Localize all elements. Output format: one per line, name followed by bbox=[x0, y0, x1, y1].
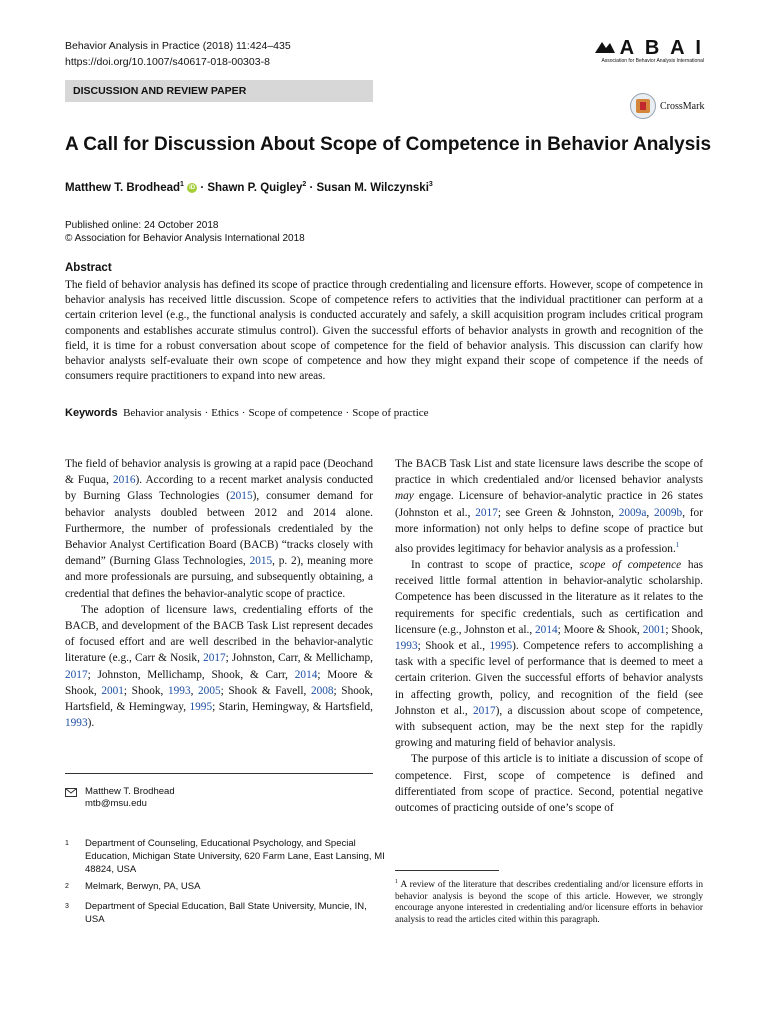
citation-link[interactable]: 2017 bbox=[475, 506, 498, 519]
citation-link[interactable]: 2005 bbox=[198, 684, 221, 697]
affiliation-number: 3 bbox=[65, 903, 69, 910]
author-name[interactable]: Susan M. Wilczynski bbox=[316, 181, 429, 194]
author-name[interactable]: Matthew T. Brodhead bbox=[65, 181, 181, 194]
citation-link[interactable]: 1993 bbox=[168, 684, 191, 697]
crossmark-badge[interactable] bbox=[630, 93, 704, 119]
affiliation bbox=[65, 837, 385, 876]
footnote-text: A review of the literature that describes credentialing and/or licensure efforts in behavior analysis is beyond the scope of this article. However, we strongly encourage anyone interested in credentialing and/or licensure efforts in behavior analysis to read the articles cited within this paragraph. bbox=[395, 880, 703, 925]
abai-letters: A B A I bbox=[619, 37, 704, 59]
body-paragraph: The adoption of licensure laws, credentialing efforts of the BACB, and development of the BACB Task List represent decades of focused effort and are well described in the behavior-analytic literature (e.g., Carr & Nosik, 2017; Johnston, Carr, & Mellichamp, 2017; Johnston, Mellichamp, Shook, & Carr, 2014; Moore & Shook, 2001; Shook, 1993, 2005; Shook & Favell, 2008; Shook, Hartsfield, & Hemingway, 1995; Starin, Hemingway, & Hartsfield, 1993). bbox=[65, 603, 374, 730]
affiliation-text: Melmark, Berwyn, PA, USA bbox=[85, 881, 201, 892]
keyword-separator: · bbox=[345, 407, 350, 419]
body-paragraph: In contrast to scope of practice, scope of competence has received little formal attention in behavior-analytic scholarship. Competence has been discussed in the literature as it relates to the requirements for specific credentials, such as certification and licensure (e.g., Johnston et al., 2014; Moore & Shook, 2001; Shook, 1993; Shook et al., 1995). Competence refers to accomplishing a task with a specific level of performance that is deemed to meet a certain criterion. Given the successful efforts of behavior analysts in affecting growth, policy, and recognition of the field (see Johnston et al., 2017), a discussion about scope of competence, with subsequent action, may be the next step for the rapidly growing and maturing field of behavior analysis. bbox=[395, 558, 704, 750]
affiliation bbox=[65, 880, 385, 893]
body-paragraph: The field of behavior analysis is growing at a rapid pace (Deochand & Fuqua, 2016). According to a recent market analysis conducted by Burning Glass Technologies (2015), consumer demand for behavior analysts doubled between 2012 and 2014 alone. Furthermore, the number of professionals credentialed by the Behavior Analyst Certification Board (BACB) “tracks closely with demand” (Burning Glass Technologies, 2015, p. 2), meaning more and more professionals are pursuing, and subsequently obtaining, a credential that defines the behavior-analytic scope of practice. bbox=[65, 458, 373, 600]
author-name[interactable]: Shawn P. Quigley bbox=[207, 181, 303, 194]
article-title: A Call for Discussion About Scope of Competence in Behavior Analysis bbox=[65, 134, 712, 155]
affiliation-text: Department of Counseling, Educational Psychology, and Special Education, Michigan State University, 620 Farm Lane, East Lansing, MI 48824, USA bbox=[85, 838, 385, 875]
citation-link[interactable]: 2014 bbox=[294, 668, 318, 681]
publication-info bbox=[65, 219, 305, 245]
keyword-separator: · bbox=[204, 407, 209, 419]
citation-link[interactable]: 1995 bbox=[189, 701, 213, 714]
body-paragraph: The purpose of this article is to initiate a discussion of scope of competence. First, scope of competence is defined and differentiated from scope of practice. Second, potential negative outcomes of practicing outside of one’s scope of bbox=[395, 753, 703, 815]
citation-link[interactable]: 2014 bbox=[535, 623, 558, 636]
published-date: Published online: 24 October 2018 bbox=[65, 220, 219, 231]
author-affiliation-mark: 3 bbox=[428, 181, 433, 188]
keywords-row bbox=[65, 406, 429, 421]
citation-link[interactable]: 2009b bbox=[653, 506, 683, 519]
body-paragraph: The BACB Task List and state licensure laws describe the scope of practice in which credentialed and/or licensed behavior analysts may engage. Licensure of behavior-analytic practice in 26 states (Johnston et al., 2017; see Green & Johnston, 2009a, 2009b, for more information) not only helps to define scope of practice but also provides legitimacy for behavior analysis as a profession.$^1$ bbox=[395, 458, 703, 555]
author-list: Matthew T. Brodhead$^1$ iD · Shawn P. Quigley$^2$ · Susan M. Wilczynski$^3$ bbox=[65, 181, 433, 194]
abstract-text: The field of behavior analysis has defined its scope of practice through credentialing and licensure efforts. However, scope of competence in behavior analysis has received little discussion. Scope of competence refers to activities that the individual practitioner can perform at a certain criterion level (e.g., the functional analysis is conducted accurately and safely, a skill acquisition program includes critical program components and establishes accurate stimulus control). Given the successful efforts of behavior analysts in growth and recognition of the field, it is time for a robust conversation about scope of competence for the field of behavior analysis. This discussion can clarify how behavior analysts self-evaluate their own scope of competence and how they might expand their scope of competence if the needs of consumers require practitioners to expand into new areas. bbox=[65, 279, 703, 383]
crossmark-label: CrossMark bbox=[660, 100, 705, 112]
citation-link[interactable]: 2015 bbox=[249, 555, 273, 568]
publisher-logo bbox=[594, 38, 704, 64]
footnote bbox=[395, 877, 703, 926]
abstract-heading: Abstract bbox=[65, 262, 112, 274]
citation-link[interactable]: 2017 bbox=[65, 668, 88, 681]
footnote-reference[interactable]: 1 bbox=[675, 541, 680, 550]
correspondence-name: Matthew T. Brodhead bbox=[85, 786, 175, 797]
citation-link[interactable]: 2001 bbox=[642, 623, 666, 636]
keyword-separator: · bbox=[241, 407, 246, 419]
affiliation-number: 2 bbox=[65, 883, 69, 890]
body-right-column bbox=[395, 456, 703, 816]
body-left-column bbox=[65, 456, 373, 731]
author-affiliation-mark: 2 bbox=[302, 181, 307, 188]
journal-header bbox=[65, 38, 291, 70]
orcid-icon[interactable]: iD bbox=[189, 184, 196, 191]
doi-link[interactable]: https://doi.org/10.1007/s40617-018-00303-8 bbox=[65, 56, 270, 68]
citation-link[interactable]: 1993 bbox=[395, 640, 418, 652]
footnote-divider bbox=[395, 870, 499, 871]
abai-subtitle: Association for Behavior Analysis International bbox=[601, 58, 704, 64]
journal-citation: Behavior Analysis in Practice (2018) 11:424–435 bbox=[65, 40, 291, 52]
author-affiliation-mark: 1 bbox=[180, 181, 184, 188]
keyword: Scope of competence bbox=[248, 407, 343, 419]
abai-emblem-icon bbox=[594, 39, 616, 57]
citation-link[interactable]: 2016 bbox=[112, 474, 136, 487]
keyword: Ethics bbox=[211, 407, 239, 419]
affiliation bbox=[65, 900, 385, 926]
citation-link[interactable]: 1993 bbox=[65, 717, 88, 730]
copyright-line: © Association for Behavior Analysis International 2018 bbox=[65, 233, 305, 244]
crossmark-icon bbox=[630, 93, 656, 119]
keyword: Scope of practice bbox=[352, 407, 429, 419]
affiliation-text: Department of Special Education, Ball State University, Muncie, IN, USA bbox=[85, 901, 367, 925]
footnote-number: 1 bbox=[395, 879, 398, 885]
footnote-divider bbox=[65, 773, 373, 774]
paper-type-banner: DISCUSSION AND REVIEW PAPER bbox=[65, 80, 373, 102]
citation-link[interactable]: 2008 bbox=[310, 684, 334, 697]
keywords-label: Keywords bbox=[65, 407, 118, 419]
citation-link[interactable]: 2009a bbox=[618, 506, 647, 519]
citation-link[interactable]: 2017 bbox=[203, 652, 226, 665]
citation-link[interactable]: 2015 bbox=[230, 490, 253, 503]
citation-link[interactable]: 2001 bbox=[101, 684, 124, 697]
citation-link[interactable]: 2017 bbox=[473, 704, 496, 717]
correspondence-email[interactable]: mtb@msu.edu bbox=[85, 798, 147, 809]
envelope-icon bbox=[65, 788, 77, 797]
affiliation-number: 1 bbox=[65, 840, 69, 847]
citation-link[interactable]: 1995 bbox=[489, 640, 513, 652]
correspondence bbox=[65, 786, 175, 810]
keyword: Behavior analysis bbox=[123, 407, 202, 419]
